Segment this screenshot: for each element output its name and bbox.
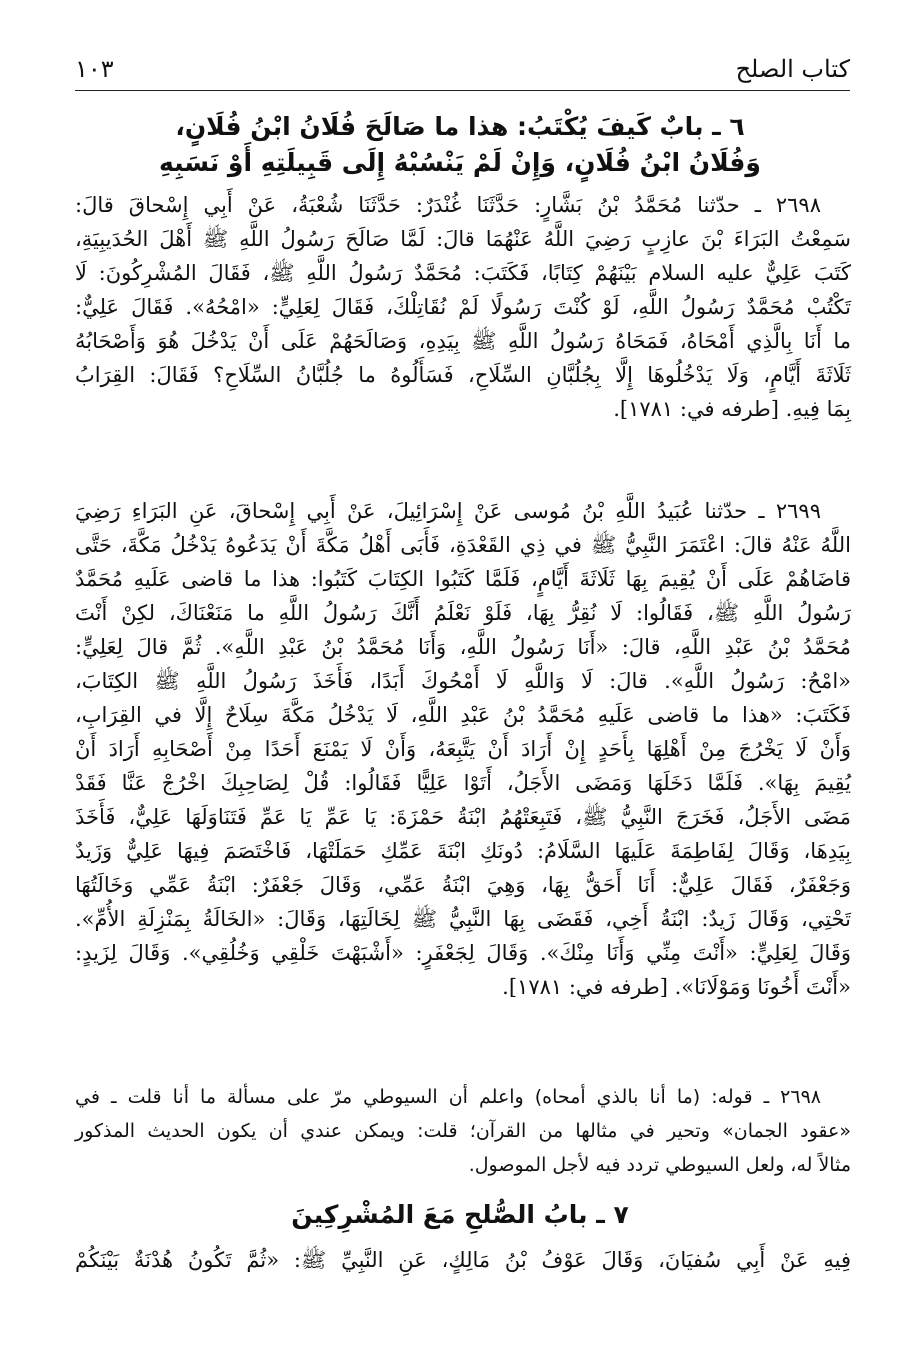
text-line: تَكْتُبْ مُحَمَّدٌ رَسُولُ اللَّهِ، لَوْ كُنْتَ رَسُولًا لَمْ نُقَاتِلْكَ، فَقَالَ لِعَلِيٍّ: «امْحُهُ». فَقَالَ عَلِيٌّ: — [75, 295, 851, 319]
header-divider — [75, 90, 850, 91]
chapter-6-title-line-2: وَفُلَانُ ابْنُ فُلَانٍ، وَإِنْ لَمْ يَنْسُبْهُ إِلَى قَبِيلَتِهِ أَوْ نَسَبِهِ — [159, 148, 761, 177]
text-line: كَتَبَ عَلِيٌّ عليه السلام بَيْنَهُمْ كِتَابًا، فَكَتَبَ: مُحَمَّدٌ رَسُولُ اللَّهِ ﷺ، فَقَالَ المُشْرِكُونَ: لَا — [75, 261, 851, 285]
chapter-7-first-line: فِيهِ عَنْ أَبِي سُفيَانَ، وَقَالَ عَوْفُ بْنُ مَالِكٍ، عَنِ النَّبِيِّ ﷺ: «ثُمَّ تَكُونُ هُدْنَةٌ بَيْنَكُمْ — [75, 1248, 851, 1272]
book-title: كتاب الصلح — [735, 55, 850, 83]
text-line: وَقَالَ لِعَلِيٍّ: «أَنْتَ مِنِّي وَأَنَا مِنْكَ». وَقَالَ لِجَعْفَرٍ: «أَشْبَهْتَ خَلْقِي وَخُلُقِي». وَقَالَ لِزَيدٍ: — [75, 941, 851, 965]
text-line: ثَلَاثَةَ أَيَّامٍ، وَلَا يَدْخُلُوهَا إِلَّا بِجُلُبَّانِ السِّلَاحِ، فَسَأَلُوهُ ما جُلُبَّانُ السِّلَاحِ؟ فَقَالَ: القِرَابُ — [75, 363, 851, 387]
footnote-line: ٢٦٩٨ ـ قوله: (ما أنا بالذي أمحاه) واعلم أن السيوطي مرّ على مسألة ما أنا قلت ـ في — [75, 1086, 821, 1108]
text-line: «أَنْتَ أَخُونَا وَمَوْلَانَا». [طرفه في: ١٧٨١]. — [502, 975, 851, 999]
text-line: اللَّهُ عَنْهُ قالَ: اعْتَمَرَ النَّبِيُّ ﷺ في ذِي القَعْدَةِ، فَأَبَى أَهْلُ مَكَّةَ أَنْ يَدَعُوهُ يَدْخُلُ مَكَّةَ، حَتَّى — [75, 533, 851, 557]
text-line: ما أَنَا بِالَّذِي أَمْحَاهُ، فَمَحَاهُ رَسُولُ اللَّهِ ﷺ بِيَدِهِ، وَصَالَحَهُمْ عَلَى أَنْ يَدْخُلَ هُوَ وَأَصْحَابُهُ — [75, 329, 851, 353]
text-line: بِمَا فِيهِ. [طرفه في: ١٧٨١]. — [613, 397, 851, 421]
text-line: تَحْتِي، وَقَالَ زَيدٌ: ابْنَةُ أَخِي، فَقَضَى بِهَا النَّبِيُّ ﷺ لِخَالَتِهَا، وَقَالَ: «الخَالَةُ بِمَنْزِلَةِ الأُمِّ». — [75, 907, 851, 931]
text-line: سَمِعْتُ البَرَاءَ بْنَ عازِبٍ رَضِيَ اللَّهُ عَنْهُمَا قالَ: لَمَّا صَالَحَ رَسُولُ اللَّهِ ﷺ أَهْلَ الحُدَيبِيَةِ، — [75, 227, 851, 251]
text-line: مَضَى الأَجَلُ، فَخَرَجَ النَّبِيُّ ﷺ، فَتَبِعَتْهُمُ ابْنَةُ حَمْزَةَ: يَا عَمِّ يَا عَمِّ فَتَنَاوَلَهَا عَلِيٌّ، فَأَخَذَ — [75, 805, 851, 829]
text-line: ٢٦٩٩ ـ حدّثنا عُبَيدُ اللَّهِ بْنُ مُوسى عَنْ إِسْرَائِيلَ، عَنْ أَبِي إِسْحاقَ، عَنِ البَرَاءِ رَضِيَ — [75, 499, 821, 523]
text-line: «امْحُ: رَسُولُ اللَّهِ». قالَ: لَا وَاللَّهِ لَا أَمْحُوكَ أَبَدًا، فَأَخَذَ رَسُولُ اللَّهِ ﷺ الكِتَابَ، — [75, 669, 851, 693]
chapter-6-title-line-1: ٦ ـ بابٌ كَيفَ يُكْتَبُ: هذا ما صَالَحَ فُلَانُ ابْنُ فُلَانٍ، — [175, 112, 745, 141]
text-line: قاضَاهُمْ عَلَى أَنْ يُقِيمَ بِهَا ثَلَاثَةَ أَيَّامٍ، فَلَمَّا كَتَبُوا الكِتَابَ كَتَبُوا: هذا ما قاضى عَلَيهِ مُحَمَّدٌ — [75, 567, 851, 591]
text-line: وَأَنْ لَا يَخْرُجَ مِنْ أَهْلِهَا بِأَحَدٍ إِنْ أَرَادَ أَنْ يَتَّبِعَهُ، وَأَنْ لَا يَمْنَعَ أَحَدًا مِنْ أَصْحَابِهِ أَرَادَ أَنْ — [75, 737, 851, 761]
text-line: مُحَمَّدُ بْنُ عَبْدِ اللَّهِ، قالَ: «أَنَا رَسُولُ اللَّهِ، وَأَنَا مُحَمَّدُ بْنُ عَبْدِ اللَّهِ». ثُمَّ قالَ لِعَلِيٍّ: — [75, 635, 851, 659]
chapter-7-title: ٧ ـ بابُ الصُّلحِ مَعَ المُشْرِكِينَ — [291, 1200, 629, 1229]
text-line: ٢٦٩٨ ـ حدّثنا مُحَمَّدُ بْنُ بَشَّارٍ: حَدَّثَنَا غُنْدَرٌ: حَدَّثَنَا شُعْبَةُ، عَنْ أَبِي إِسْحاقَ قالَ: — [75, 193, 821, 217]
text-line: رَسُولُ اللَّهِ ﷺ، فَقَالُوا: لَا نُقِرُّ بِهَا، فَلَوْ نَعْلَمُ أَنَّكَ رَسُولُ اللَّهِ ما مَنَعْنَاكَ، لكِنْ أَنْتَ — [75, 601, 851, 625]
footnote-line: «عقود الجمان» وتحير في مثالها من القرآن؛ قلت: ويمكن عندي أن يكون الحديث المذكور — [75, 1120, 851, 1142]
text-line: وَجَعْفَرٌ، فَقَالَ عَلِيٌّ: أَنَا أَحَقُّ بِهَا، وَهِيَ ابْنَةُ عَمِّي، وَقَالَ جَعْفَرٌ: ابْنَةُ عَمِّي وَخَالَتُهَا — [75, 873, 851, 897]
text-line: يُقِيمَ بِهَا». فَلَمَّا دَخَلَهَا وَمَضَى الأَجَلُ، أَتَوْا عَلِيًّا فَقَالُوا: قُلْ لِصَاحِبِكَ اخْرُجْ عَنَّا فَقَدْ — [75, 771, 851, 795]
footnote-line: مثالاً له، ولعل السيوطي تردد فيه لأجل الموصول. — [468, 1154, 851, 1176]
text-line: فَكَتَبَ: «هذا ما قاضى عَلَيهِ مُحَمَّدُ بْنُ عَبْدِ اللَّهِ، لَا يَدْخُلُ مَكَّةَ سِلَاحٌ إِلَّا في القِرَابِ، — [75, 703, 851, 727]
text-line: بِيَدِهَا، وَقَالَ لِفَاطِمَةَ عَلَيهَا السَّلَامُ: دُونَكِ ابْنَةَ عَمِّكِ حَمَلَتْهَا، فَاخْتَصَمَ فِيهَا عَلِيٌّ وَزَيدٌ — [75, 839, 851, 863]
page-number: ١٠٣ — [75, 55, 114, 83]
